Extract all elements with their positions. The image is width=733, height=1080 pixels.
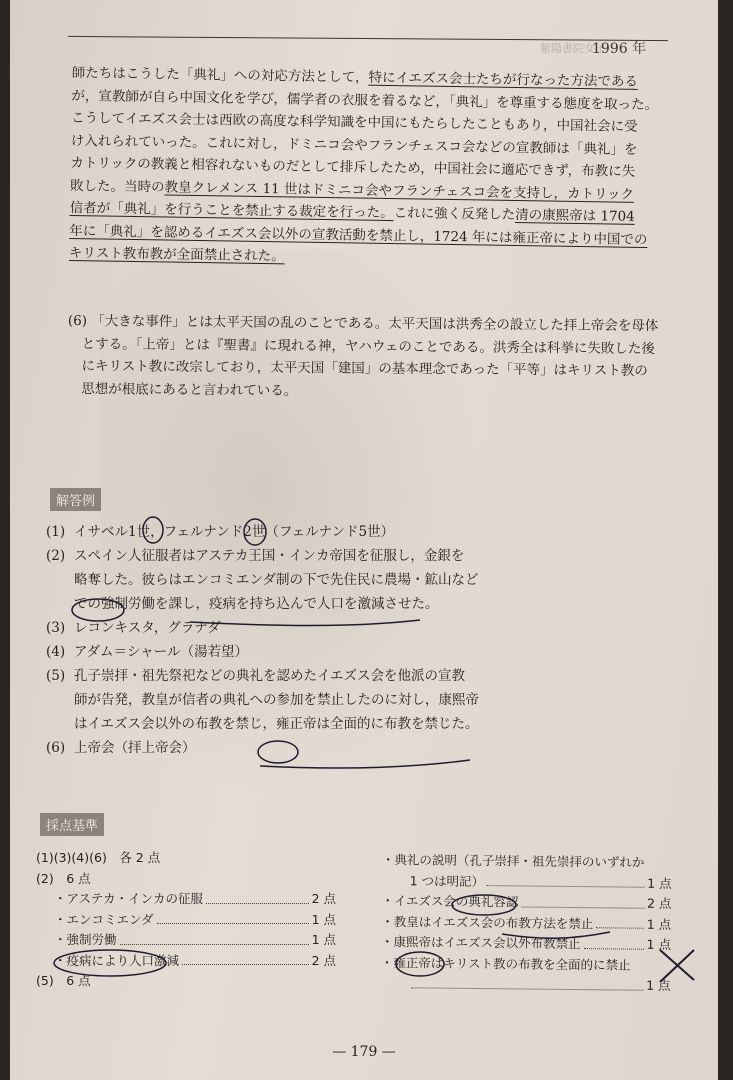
criterion-row: ・疫病により人口激減 2 点 (54, 952, 336, 968)
answer-5: (5) 孔子崇拝・祖先祭祀などの典礼を認めたイエズス会を他派の宣教 師が告発，教皇が信者の典礼への参加を禁止したのに対し，康熙帝 はイエズス会以外の布教を禁じ，雍正帝は全面的に布教を禁じた。 (46, 668, 479, 732)
grading-left-column: (1)(3)(4)(6) 各 2 点 (2) 6 点 ・アステカ・インカの征服 2 点 ・エンコミエンダ 1 点 ・強制労働 1 点 ・疫病により人口激減 2 点 (5) 6 点 (36, 850, 336, 988)
answer-6: (6) 上帝会（拝上帝会） (46, 740, 196, 756)
criterion-row: 1 点 (380, 973, 670, 997)
criterion-row: 1 つは明記） 1 点 (409, 872, 672, 891)
criterion-row: ・強制労働 1 点 (54, 932, 336, 947)
header-faint-text: 紫陽書院女子 (540, 42, 606, 55)
answer-heading: 解答例 (50, 488, 101, 511)
answer-2: (2) スペイン人征服者はアステカ王国・インカ帝国を征服し，金銀を 略奪した。彼らはエンコミエンダ制の下で先住民に農場・鉱山など での強制労働を課し，疫病を持ち込んで人口を激減させた。 (46, 548, 479, 612)
answer-1: (1) イサベル1世，フェルナンド2世（フェルナンド5世） (46, 524, 395, 540)
grading-heading: 採点基準 (40, 813, 104, 836)
commentary-paragraph-6: (6) 「大きな事件」とは太平天国の乱のことである。太平天国は洪秀全の設立した拝上帝会を母体 とする。「上帝」とは『聖書』に現れる神，ヤハウェのことである。洪秀全は科挙に失敗した後 にキリスト教に改宗しており，太平天国「建国」の基本理念であった「平等」はキリスト教の 思想が根底にあると言われている。 (67, 312, 659, 399)
grading-right-column: ・典礼の説明（孔子崇拝・祖先崇拝のいずれか 1 つは明記） 1 点 ・イエズス会の典礼容認 2 点 ・教皇はイエズス会の布教方法を禁止 1 点 ・康熙帝はイエズス会以外布教禁止 1 点 ・雍正帝はキリスト教の布教を全面的に禁止 1 点 (380, 850, 671, 997)
commentary-paragraph-5: 師たちはこうした「典礼」への対応方法として，特にイエズス会士たちが行なった方法である が，宣教師が自ら中国文化を学び，儒学者の衣服を着るなど，「典礼」を尊重する態度を取った。 こうしてイエズス会士は西欧の高度な科学知識を中国にもたらしたこともあり，中国社会に受 け入れられていった。これに対し，ドミニコ会やフランチェスコ会などの宣教師は「典礼」を カトリックの教義と相容れないものだとして排斥したため，中国社会に適応できず，布教に失 敗した。当時の教皇クレメンス 11 世はドミニコ会やフランチェスコ会を支持し，カトリック 信者が「典礼」を行うことを禁止する裁定を行った。これに強く反発した清の康熙帝は 1704 年に「典礼」を認めるイエズス会以外の宣教活動を禁止し，1724 年には雍正帝により中国での キリスト教布教が全面禁止された。 (68, 64, 659, 265)
answer-list (46, 520, 506, 760)
criterion-row: ・アステカ・インカの征服 2 点 (54, 891, 336, 906)
answer-3: (3) レコンキスタ，グラナダ (46, 620, 221, 636)
criterion-row: ・イエズス会の典礼容認 2 点 (381, 892, 672, 912)
criterion-row: ・教皇はイエズス会の布教方法を禁止 1 点 (381, 913, 672, 932)
answer-4: (4) アダム＝シャール（湯若望） (46, 644, 249, 660)
criterion-row: ・雍正帝はキリスト教の布教を全面的に禁止 (380, 954, 631, 973)
header-year: 1996 年 (592, 41, 647, 57)
page-number: — 179 — (332, 1044, 396, 1060)
textbook-page (10, 0, 718, 1080)
criterion-row: ・康熙帝はイエズス会以外布教禁止 1 点 (380, 933, 672, 953)
criterion-row: ・エンコミエンダ 1 点 (54, 911, 336, 927)
